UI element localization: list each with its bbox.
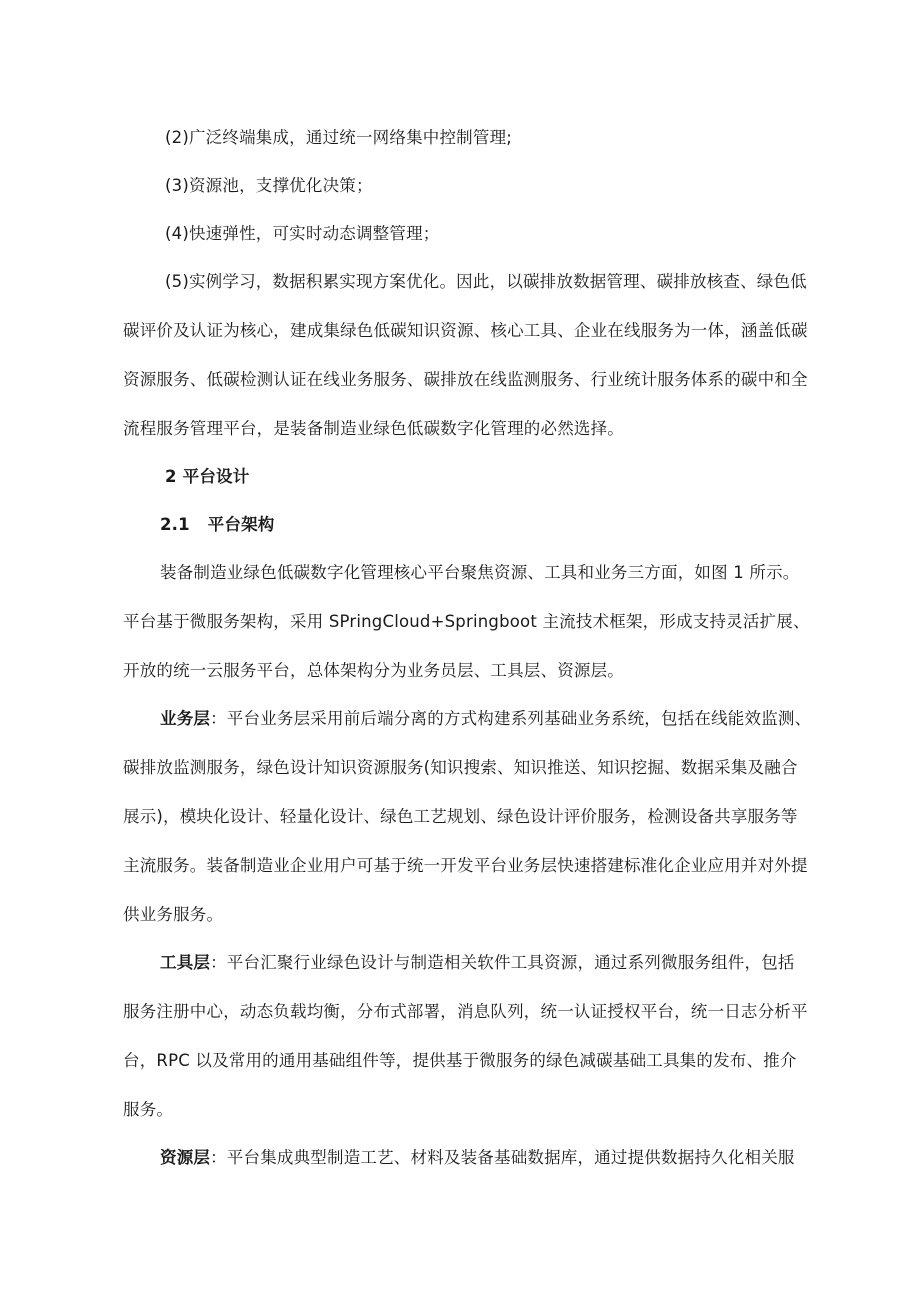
list-item-5-line-2: 碳评价及认证为核心，建成集绿色低碳知识资源、核心工具、企业在线服务为一体，涵盖低碳	[123, 321, 808, 340]
business-layer-label: 业务层	[160, 709, 211, 728]
intro-line-3: 开放的统一云服务平台，总体架构分为业务员层、工具层、资源层。	[123, 661, 624, 680]
subsection-heading: 2.1 平台架构	[160, 515, 275, 534]
business-layer-line-2: 碳排放监测服务，绿色设计知识资源服务(知识搜索、知识推送、知识挖掘、数据采集及融合	[123, 758, 798, 777]
list-item-5-line-4: 流程服务管理平台，是装备制造业绿色低碳数字化管理的必然选择。	[123, 419, 624, 438]
list-item-4: (4)快速弹性，可实时动态调整管理；	[165, 224, 440, 243]
business-layer-first-line: ：平台业务层采用前后端分离的方式构建系列基础业务系统，包括在线能效监测、	[210, 709, 812, 728]
tool-layer-label: 工具层	[160, 953, 211, 972]
business-layer-line-5: 供业务服务。	[123, 905, 224, 924]
business-layer-paragraph-start	[160, 708, 811, 730]
intro-line-2: 平台基于微服务架构，采用 SPringCloud+Springboot 主流技术框架，形成支持灵活扩展、	[123, 612, 810, 631]
list-item-2: (2)广泛终端集成，通过统一网络集中控制管理;	[165, 128, 513, 147]
business-layer-line-4: 主流服务。装备制造业企业用户可基于统一开发平台业务层快速搭建标准化企业应用并对外提	[123, 856, 808, 875]
resource-layer-label: 资源层	[160, 1148, 211, 1167]
list-item-5-line-3: 资源服务、低碳检测认证在线业务服务、碳排放在线监测服务、行业统计服务体系的碳中和全	[123, 370, 808, 389]
resource-layer-first-line: ：平台集成典型制造工艺、材料及装备基础数据库，通过提供数据持久化相关服	[210, 1148, 795, 1167]
intro-line-1: 装备制造业绿色低碳数字化管理核心平台聚焦资源、工具和业务三方面，如图 1 所示。	[160, 563, 800, 582]
list-item-3: (3)资源池，支撑优化决策；	[165, 176, 373, 195]
list-item-5-line-1: (5)实例学习，数据积累实现方案优化。因此，以碳排放数据管理、碳排放核查、绿色低	[165, 272, 807, 291]
tool-layer-line-4: 服务。	[123, 1100, 174, 1119]
resource-layer-paragraph-start	[160, 1147, 795, 1169]
tool-layer-line-3: 台，RPC 以及常用的通用基础组件等，提供基于微服务的绿色减碳基础工具集的发布、推介	[123, 1051, 797, 1070]
business-layer-line-3: 展示)，模块化设计、轻量化设计、绿色工艺规划、绿色设计评价服务，检测设备共享服务等	[123, 807, 798, 826]
tool-layer-line-2: 服务注册中心，动态负载均衡，分布式部署，消息队列，统一认证授权平台，统一日志分析平	[123, 1002, 808, 1021]
tool-layer-first-line: ：平台汇聚行业绿色设计与制造相关软件工具资源，通过系列微服务组件，包括	[210, 953, 795, 972]
tool-layer-paragraph-start	[160, 952, 795, 974]
section-heading: 2 平台设计	[165, 467, 250, 486]
